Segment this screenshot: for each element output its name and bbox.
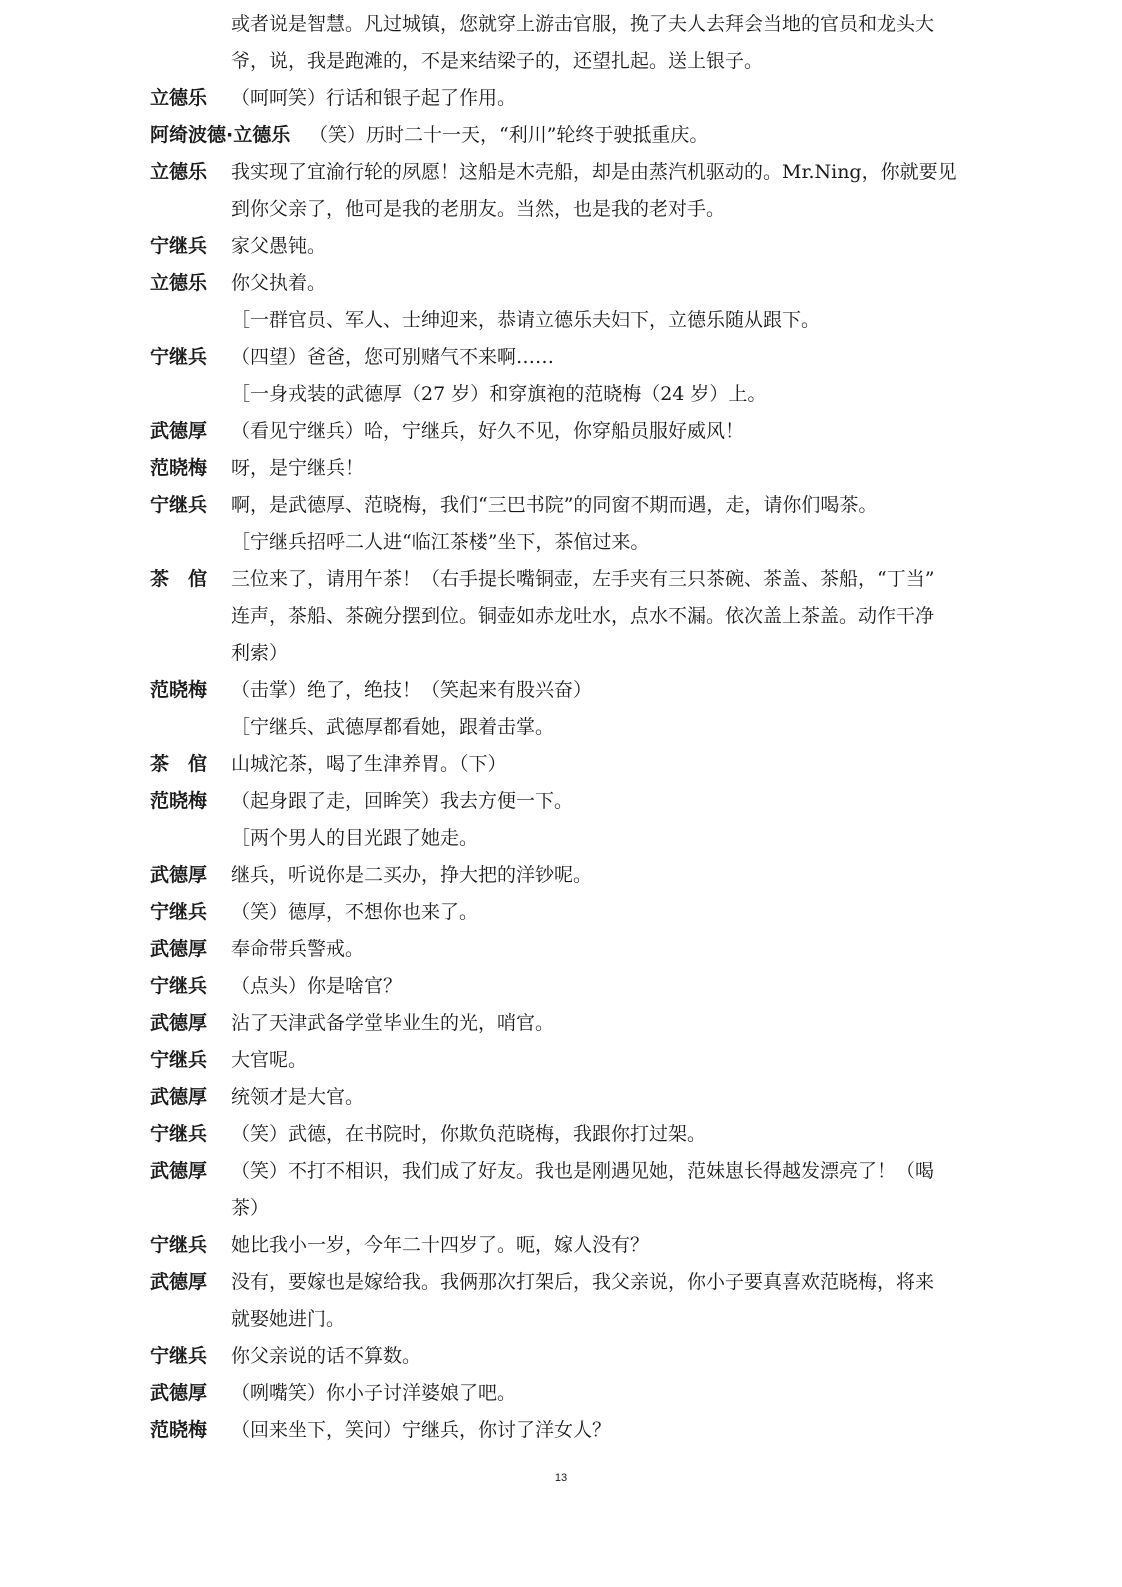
dialogue-line (0, 1227, 1122, 1264)
line-text: 茶） (231, 1197, 270, 1219)
dialogue-continuation (0, 598, 1122, 635)
line-text: （咧嘴笑）你小子讨洋婆娘了吧。 (231, 1382, 517, 1404)
dialogue-continuation (0, 43, 1122, 80)
stage-direction (0, 709, 1122, 746)
dialogue-lines (0, 6, 1122, 1449)
speaker-name: 武德厚 (150, 1271, 208, 1293)
speaker-name: 茶 倌 (150, 568, 208, 590)
speaker-name: 宁继兵 (150, 1049, 208, 1071)
speaker-name: 宁继兵 (150, 901, 208, 923)
speaker-name: 武德厚 (150, 1012, 208, 1034)
line-text: ［宁继兵、武德厚都看她，跟着击掌。 (231, 716, 555, 738)
dialogue-line (0, 154, 1122, 191)
dialogue-line (0, 487, 1122, 524)
speaker-name: 武德厚 (150, 420, 208, 442)
dialogue-line (0, 1042, 1122, 1079)
line-text: 奉命带兵警戒。 (231, 938, 365, 960)
speaker-name: 宁继兵 (150, 1345, 208, 1367)
dialogue-line (0, 968, 1122, 1005)
speaker-name: 武德厚 (150, 1382, 208, 1404)
line-text: 沾了天津武备学堂毕业生的光，哨官。 (231, 1012, 555, 1034)
dialogue-line (0, 117, 1122, 154)
line-text: （笑）历时二十一天，“利川”轮终于驶抵重庆。 (309, 124, 709, 146)
page-number: 13 (554, 1472, 568, 1484)
line-text: 到你父亲了，他可是我的老朋友。当然，也是我的老对手。 (231, 198, 726, 220)
dialogue-line (0, 80, 1122, 117)
line-text: 我实现了宜渝行轮的夙愿！这船是木壳船，却是由蒸汽机驱动的。Mr.Ning，你就要见 (231, 161, 957, 183)
speaker-name: 武德厚 (150, 864, 208, 886)
dialogue-line (0, 1116, 1122, 1153)
dialogue-line (0, 1264, 1122, 1301)
line-text: 你父亲说的话不算数。 (231, 1345, 422, 1367)
line-text: 就娶她进门。 (231, 1308, 346, 1330)
speaker-name: 立德乐 (150, 272, 208, 294)
dialogue-line (0, 672, 1122, 709)
line-text: 你父执着。 (231, 272, 327, 294)
stage-direction (0, 302, 1122, 339)
dialogue-line (0, 1412, 1122, 1449)
dialogue-line (0, 894, 1122, 931)
line-text: 家父愚钝。 (231, 235, 327, 257)
dialogue-continuation (0, 1190, 1122, 1227)
line-text: （点头）你是啥官？ (231, 975, 403, 997)
dialogue-line (0, 1375, 1122, 1412)
line-text: （四望）爸爸，您可别赌气不来啊…… (231, 346, 555, 368)
line-text: （笑）武德，在书院时，你欺负范晓梅，我跟你打过架。 (231, 1123, 707, 1145)
line-text: 呀，是宁继兵！ (231, 457, 365, 479)
speaker-name: 立德乐 (150, 161, 208, 183)
speaker-name: 宁继兵 (150, 346, 208, 368)
line-text: （回来坐下，笑问）宁继兵，你讨了洋女人？ (231, 1419, 612, 1441)
line-text: 爷，说，我是跑滩的，不是来结梁子的，还望扎起。送上银子。 (231, 50, 764, 72)
line-text: 或者说是智慧。凡过城镇，您就穿上游击官服，挽了夫人去拜会当地的官员和龙头大 (231, 13, 935, 35)
speaker-name: 范晓梅 (150, 1419, 208, 1441)
dialogue-line (0, 857, 1122, 894)
speaker-name: 茶 倌 (150, 753, 208, 775)
stage-direction (0, 376, 1122, 413)
dialogue-line (0, 228, 1122, 265)
line-text: 利索） (231, 642, 289, 664)
dialogue-line (0, 931, 1122, 968)
line-text: 她比我小一岁，今年二十四岁了。呃，嫁人没有？ (231, 1234, 650, 1256)
dialogue-continuation (0, 1301, 1122, 1338)
line-text: ［一群官员、军人、士绅迎来，恭请立德乐夫妇下，立德乐随从跟下。 (231, 309, 821, 331)
dialogue-line (0, 1005, 1122, 1042)
dialogue-line (0, 561, 1122, 598)
line-text: 连声，茶船、茶碗分摆到位。铜壶如赤龙吐水，点水不漏。依次盖上茶盖。动作干净 (231, 605, 935, 627)
line-text: （击掌）绝了，绝技！（笑起来有股兴奋） (231, 679, 593, 701)
line-text: 山城沱茶，喝了生津养胃。（下） (231, 753, 507, 775)
speaker-name: 武德厚 (150, 1160, 208, 1182)
speaker-name: 立德乐 (150, 87, 208, 109)
line-text: ［一身戎装的武德厚（27 岁）和穿旗袍的范晓梅（24 岁）上。 (231, 383, 767, 405)
speaker-name: 范晓梅 (150, 790, 208, 812)
dialogue-line (0, 339, 1122, 376)
speaker-name: 武德厚 (150, 1086, 208, 1108)
speaker-name: 宁继兵 (150, 975, 208, 997)
speaker-name: 范晓梅 (150, 457, 208, 479)
dialogue-line (0, 783, 1122, 820)
speaker-name: 阿绮波德·立德乐 (150, 124, 291, 146)
speaker-name: 宁继兵 (150, 494, 208, 516)
line-text: （笑）不打不相识，我们成了好友。我也是刚遇见她，范妹崽长得越发漂亮了！（喝 (231, 1160, 935, 1182)
line-text: 继兵，听说你是二买办，挣大把的洋钞呢。 (231, 864, 593, 886)
dialogue-line (0, 413, 1122, 450)
speaker-name: 武德厚 (150, 938, 208, 960)
line-text: 大官呢。 (231, 1049, 308, 1071)
line-text: （看见宁继兵）哈，宁继兵，好久不见，你穿船员服好威风！ (231, 420, 745, 442)
line-text: ［两个男人的目光跟了她走。 (231, 827, 479, 849)
dialogue-line (0, 450, 1122, 487)
dialogue-line (0, 1153, 1122, 1190)
line-text: 三位来了，请用午茶！（右手提长嘴铜壶，左手夹有三只茶碗、茶盖、茶船，“丁当” (231, 568, 935, 590)
speaker-name: 范晓梅 (150, 679, 208, 701)
line-text: 统领才是大官。 (231, 1086, 365, 1108)
speaker-name: 宁继兵 (150, 235, 208, 257)
stage-direction (0, 820, 1122, 857)
speaker-name: 宁继兵 (150, 1123, 208, 1145)
dialogue-continuation (0, 6, 1122, 43)
dialogue-line (0, 746, 1122, 783)
stage-direction (0, 524, 1122, 561)
dialogue-line (0, 265, 1122, 302)
line-text: 啊，是武德厚、范晓梅，我们“三巴书院”的同窗不期而遇，走，请你们喝茶。 (231, 494, 878, 516)
line-text: （呵呵笑）行话和银子起了作用。 (231, 87, 517, 109)
speaker-name: 宁继兵 (150, 1234, 208, 1256)
dialogue-continuation (0, 191, 1122, 228)
line-text: 没有，要嫁也是嫁给我。我俩那次打架后，我父亲说，你小子要真喜欢范晓梅，将来 (231, 1271, 935, 1293)
line-text: （起身跟了走，回眸笑）我去方便一下。 (231, 790, 574, 812)
dialogue-line (0, 1079, 1122, 1116)
dialogue-line (0, 1338, 1122, 1375)
line-text: （笑）德厚，不想你也来了。 (231, 901, 479, 923)
dialogue-continuation (0, 635, 1122, 672)
line-text: ［宁继兵招呼二人进“临江茶楼”坐下，茶倌过来。 (231, 531, 650, 553)
